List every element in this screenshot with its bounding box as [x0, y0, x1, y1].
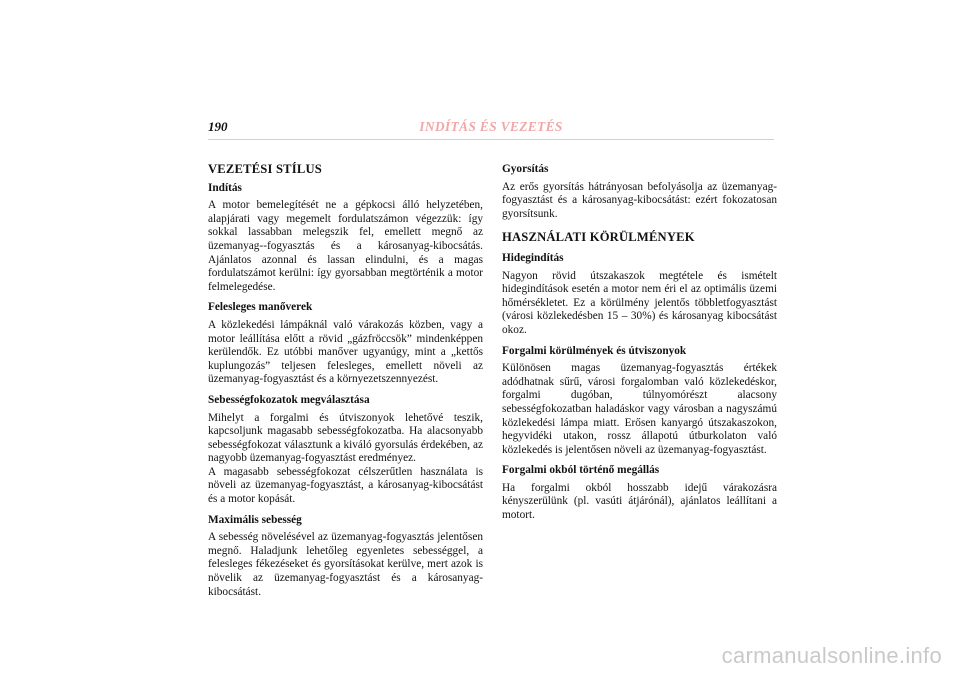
- paragraph: A sebesség növelésével az üzemanyag-fogyasztás jelentősen megnő. Haladjunk lehetőleg egyenletes sebességgel, a felesleges fékezéseket és gyorsításokat kerülve, mert azok is növelik az üzemanyag-fogyasztást és a károsanyag-kibocsátást.: [208, 531, 483, 598]
- header-rule: [208, 139, 774, 140]
- subsection-max-speed: [208, 514, 483, 600]
- paragraph: Nagyon rövid útszakaszok megtétele és ismételt hidegindítások esetén a motor nem éri el az optimális üzemi hőmérsékletet. Ez a körülmény jelentős többletfogyasztást (városi közlekedésben 15 – 30%) és károsanyag kibocsátást okoz.: [502, 269, 777, 336]
- watermark: carmanualsonline.info: [721, 643, 942, 668]
- subsection-acceleration: [502, 163, 777, 221]
- subsection-gear-selection: [208, 394, 483, 507]
- paragraph: A motor bemelegítését ne a gépkocsi álló helyzetében, alapjárati vagy megemelt fordulatszámon végezzük: így sokkal lassabban melegszik fel, emellett megnő az üzemanyag--fogyasztás és a károsanyag-kibocsátás. Ajánlatos azonnal és lassan elindulni, és a magas fordulatszámot kerülni: így gyorsabban megtörténik a motor felmelegedése.: [208, 199, 483, 293]
- subsection-heading: Forgalmi körülmények és útviszonyok: [502, 344, 687, 357]
- section-title-driving-style: VEZETÉSI STÍLUS: [208, 162, 322, 176]
- subsection-heading: Maximális sebesség: [208, 513, 302, 526]
- paragraph: Mihelyt a forgalmi és útviszonyok lehetővé teszik, kapcsoljunk magasabb sebességfokozatba. Ha alacsonyabb sebességfokozat választunk a kiváló gyorsulás érdekében, az nagyobb üzemanyag-fogyasztást eredményez.: [208, 411, 483, 465]
- subsection-heading: Felesleges manőverek: [208, 301, 313, 314]
- subsection-unnecessary-maneuvers: [208, 301, 483, 387]
- subsection-heading: Hidegindítás: [502, 251, 564, 264]
- subsection-heading: Gyorsítás: [502, 163, 549, 175]
- page-number: 190: [208, 119, 228, 134]
- subsection-cold-start: [502, 252, 777, 338]
- paragraph: Különösen magas üzemanyag-fogyasztás értékek adódhatnak sűrű, városi forgalomban való közlekedéskor, forgalmi dugóban, túlnyomórészt alacsony sebességfokozatban haladáskor vagy városban a nagyszámú közlekedési lámpa miatt. Erősen kanyargó útszakaszokon, hegyvidéki utakon, rossz állapotú útburkolaton való közlekedés is jelentősen növeli az üzemanyag-fogyasztást.: [502, 362, 777, 456]
- running-title: INDÍTÁS ÉS VEZETÉS: [419, 119, 563, 134]
- page-header: [208, 119, 774, 139]
- section-title-usage-conditions: HASZNÁLATI KÖRÜLMÉNYEK: [502, 230, 695, 245]
- right-column: [502, 163, 777, 530]
- paragraph: A magasabb sebességfokozat célszerűtlen használata is növeli az üzemanyag-fogyasztást, a károsanyag-kibocsátást és a motor kopását.: [208, 465, 483, 506]
- paragraph: Ha forgalmi okból hosszabb idejű várakozásra kényszerülünk (pl. vasúti átjárónál), ajánlatos leállítani a motort.: [502, 481, 777, 522]
- subsection-traffic-stops: [502, 464, 777, 522]
- subsection-heading: Sebességfokozatok megválasztása: [208, 393, 370, 406]
- subsection-traffic-road-conditions: [502, 345, 777, 458]
- paragraph: Az erős gyorsítás hátrányosan befolyásolja az üzemanyag-fogyasztást és a károsanyag-kibocsátást: ezért fokozatosan gyorsítsunk.: [502, 180, 777, 220]
- left-column: [208, 163, 483, 606]
- paragraph: A közlekedési lámpáknál való várakozás közben, vagy a motor leállítása előtt a rövid „gázfröccsök” mindenképpen kerülendők. Ez utóbbi manőver ugyanúgy, mint a „kettős kuplungozás” teljesen felesleges, emellett növeli az üzemanyag-fogyasztást és a környezetszennyezést.: [208, 318, 483, 386]
- subsection-heading: Forgalmi okból történő megállás: [502, 464, 660, 477]
- subsection-heading: Indítás: [208, 181, 242, 194]
- subsection-starting: [208, 182, 483, 295]
